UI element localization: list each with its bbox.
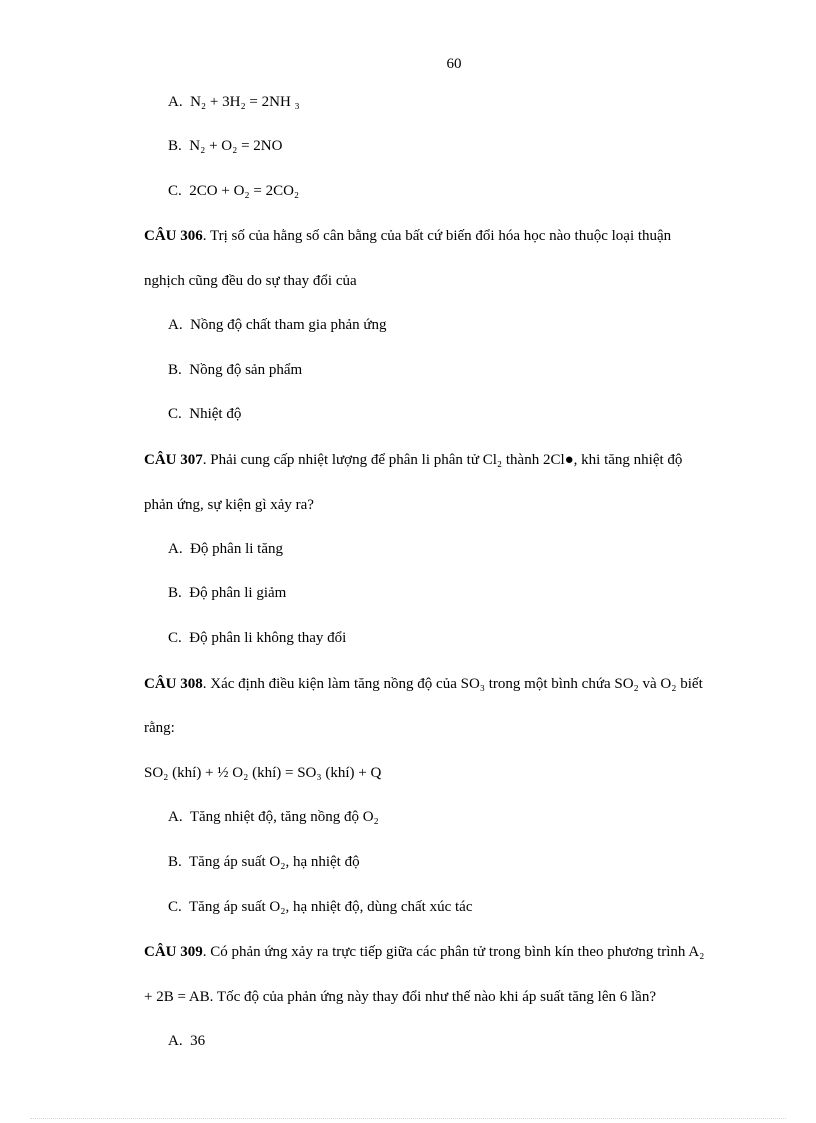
option-text: Nồng độ sản phẩm (189, 362, 303, 378)
option-text: Độ phân li tăng (190, 541, 283, 557)
option-letter: B. (168, 585, 182, 601)
question-306-line2: nghịch cũng đều do sự thay đổi của (144, 273, 357, 289)
question-308-line2: rằng: (144, 720, 175, 736)
question-307-line1 (144, 450, 682, 470)
option-a (168, 92, 300, 112)
option-text: N₂ + O₂ = 2NO (189, 138, 283, 154)
question-label: CÂU 306 (144, 228, 203, 244)
option-letter: C. (168, 183, 182, 199)
option-a (168, 315, 387, 335)
option-letter: C. (168, 630, 182, 646)
question-text: . Phải cung cấp nhiệt lượng để phân li phân tử Cl₂ thành 2Cl●, khi tăng nhiệt độ (202, 452, 683, 468)
option-a (168, 807, 379, 827)
option-a (168, 1031, 205, 1051)
equation: SO₂ (khí) + ½ O₂ (khí) = SO₃ (khí) + Q (144, 765, 382, 781)
option-b (168, 852, 360, 872)
option-text: Nồng độ chất tham gia phản ứng (190, 317, 387, 333)
question-label: CÂU 309 (144, 944, 203, 960)
option-text: Nhiệt độ (189, 406, 242, 422)
question-309-line1 (144, 942, 704, 962)
option-letter: C. (168, 899, 182, 915)
question-text: . Có phản ứng xảy ra trực tiếp giữa các phân tử trong bình kín theo phương trình A₂ (202, 944, 705, 960)
option-c (168, 628, 346, 648)
option-letter: A. (168, 317, 183, 333)
question-306-line1 (144, 226, 671, 246)
option-c (168, 181, 299, 201)
question-label: CÂU 308 (144, 676, 203, 692)
option-c (168, 897, 472, 917)
option-text: Tăng nhiệt độ, tăng nồng độ O₂ (189, 809, 379, 825)
option-letter: A. (168, 94, 183, 110)
option-letter: B. (168, 138, 182, 154)
question-label: CÂU 307 (144, 452, 203, 468)
option-letter: A. (168, 1033, 183, 1049)
option-text: 2CO + O₂ = 2CO₂ (189, 183, 300, 199)
option-text: Độ phân li không thay đổi (189, 630, 347, 646)
question-307-line2: phản ứng, sự kiện gì xảy ra? (144, 497, 314, 513)
page-number: 60 (446, 56, 462, 72)
option-letter: B. (168, 362, 182, 378)
question-text: . Xác định điều kiện làm tăng nồng độ của SO₃ trong một bình chứa SO₂ và O₂ biết (202, 676, 703, 692)
option-b (168, 360, 302, 380)
option-text: Tăng áp suất O₂, hạ nhiệt độ (189, 854, 360, 870)
page-bottom-divider (30, 1118, 786, 1119)
option-text: Tăng áp suất O₂, hạ nhiệt độ, dùng chất xúc tác (189, 899, 473, 915)
question-text: . Trị số của hằng số cân bằng của bất cứ biến đổi hóa học nào thuộc loại thuận (202, 228, 672, 244)
option-text: 36 (190, 1033, 206, 1049)
option-text: N₂ + 3H₂ = 2NH ₃ (190, 94, 300, 110)
question-308-line1 (144, 674, 703, 694)
question-309-line2: + 2B = AB. Tốc độ của phản ứng này thay đổi như thế nào khi áp suất tăng lên 6 lần? (144, 989, 656, 1005)
option-c (168, 404, 241, 424)
option-letter: A. (168, 809, 183, 825)
option-b (168, 136, 282, 156)
option-letter: A. (168, 541, 183, 557)
option-letter: B. (168, 854, 182, 870)
option-b (168, 583, 286, 603)
option-letter: C. (168, 406, 182, 422)
option-a (168, 539, 283, 559)
option-text: Độ phân li giảm (189, 585, 287, 601)
